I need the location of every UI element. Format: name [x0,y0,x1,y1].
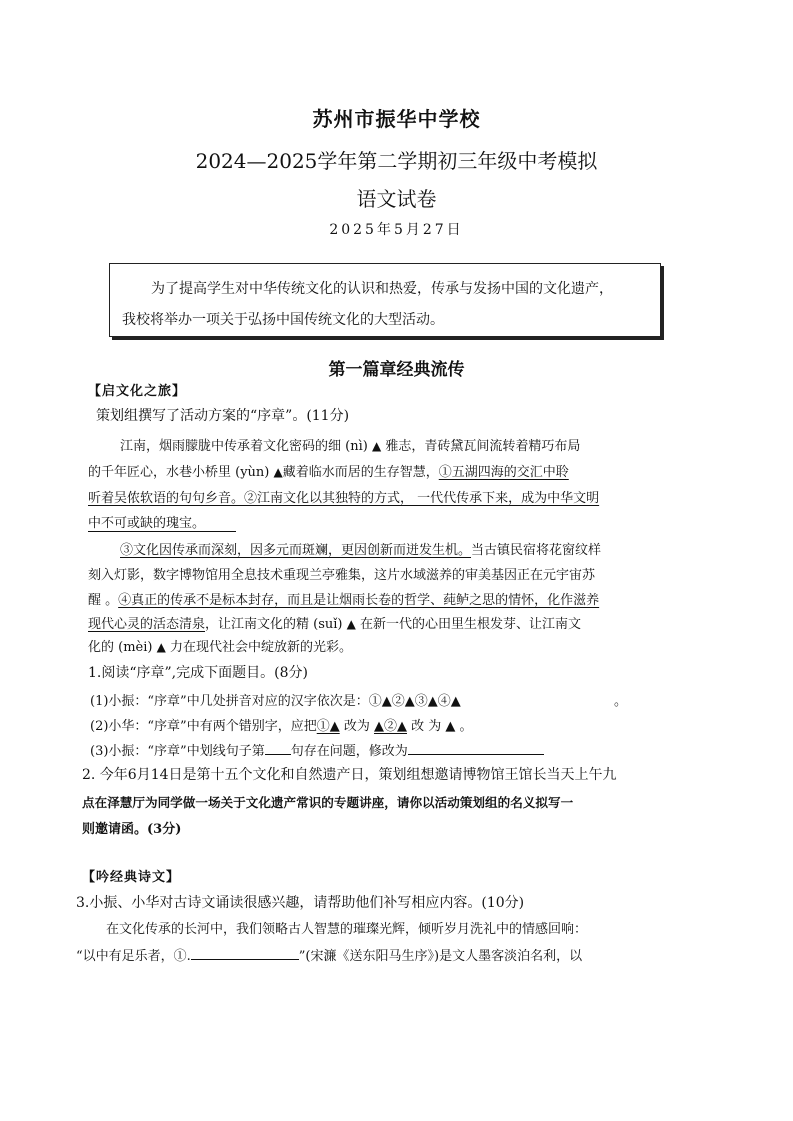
chapter-title: 第一篇章经典流传 [328,360,465,380]
answer-triangle: ▲ [346,617,356,631]
intro-box [109,263,661,337]
question-3-stem: 3.小振、小华对古诗文诵读很感兴趣，请帮助他们补写相应内容。(10分) [76,895,525,911]
question-3-paragraph-1: 在文化传承的长河中，我们领略古人智慧的璀璨光辉，倾听岁月洗礼中的情感回响： [106,922,588,937]
intro-line-2: 我校将举办一项关于弘扬中国传统文化的大型活动。 [122,312,444,328]
exam-date: 2025年5月27日 [329,222,464,238]
answer-blank[interactable] [191,945,299,960]
question-2-line-1: 2. 今年6月14日是第十五个文化和自然遗产日，策划组想邀请博物馆王馆长当天上午九 [82,767,617,783]
paper-title: 语文试卷 [356,187,437,211]
underlined-sentence-2: 听着吴侬软语的句句乡音。②江南文化以其独特的方式， 一代代传承下来，成为中华文明 [88,491,600,506]
dot-mark: 。 [614,694,628,709]
question-1-sub-2: (2)小华：“序章”中有两个错别字，应把①▲ 改为 ▲②▲ 改 为 ▲ 。 [90,719,473,734]
passage-p1-line-4: 中不可或缺的瑰宝。 [88,512,236,532]
answer-blank[interactable] [408,740,544,755]
passage-p2-line-2: 刻入灯影，数字博物馆用全息技术重现兰亭雅集，这片水域滋养的审美基因正在元宇宙苏 [88,568,596,583]
answer-blank[interactable] [265,740,291,755]
intro-line-1: 为了提高学生对中华传统文化的认识和热爱，传承与发扬中国的文化遗产， [151,281,613,297]
section-heading-culture: 【启文化之旅】 [88,384,187,399]
school-name: 苏州市振华中学校 [312,107,481,131]
answer-triangle: ▲ [156,640,166,654]
section-instruction: 策划组撰写了活动方案的“序章”。(11分) [96,408,350,424]
question-3-paragraph-2: “以中有足乐者，①. ”(宋濂《送东阳马生序》)是文人墨客淡泊名利，以 [76,945,582,964]
underlined-sentence-4: ④真正的传承不是标本封存，而且是让烟雨长卷的哲学、莼鲈之思的情怀，化作滋养 [118,593,600,608]
exam-subtitle: 2024—2025学年第二学期初三年级中考模拟 [195,149,598,173]
passage-p2-line-5: 化的 (mèi) ▲ 力在现代社会中绽放新的光彩。 [88,640,352,655]
question-1-sub-3: (3)小振：“序章”中划线句子第 句存在问题，修改为 [90,740,544,759]
question-1-sub-1: (1)小振：“序章”中几处拼音对应的汉字依次是：①▲②▲③▲④▲ [90,694,461,709]
passage-p2-line-4: 现代心灵的活态清泉，让江南文化的精 (suǐ) ▲ 在新一代的心田里生根发芽、让江南文 [88,617,582,632]
passage-p2-line-1: ③文化因传承而深刻，因多元而斑斓，更因创新而迸发生机。当古镇民宿将花窗纹样 [120,543,602,558]
passage-p1-line-1: 江南，烟雨朦胧中传承着文化密码的细 (nì) ▲ 雅志，青砖黛瓦间流转着精巧布局 [120,439,581,454]
passage-p1-line-2: 的千年匠心，水巷小桥里 (yùn) ▲藏着临水而居的生存智慧，①五湖四海的交汇中聆 [88,465,569,480]
question-2-line-3: 则邀请函。(3分) [82,822,182,837]
underlined-sentence-1: ①五湖四海的交汇中聆 [438,465,569,480]
answer-triangle: ▲ [273,465,283,479]
question-2-line-2: 点在泽慧厅为同学做一场关于文化遗产常识的专题讲座，请你以活动策划组的名义拟写一 [82,795,574,810]
underlined-sentence-3: ③文化因传承而深刻，因多元而斑斓，更因创新而迸发生机。 [120,543,472,558]
answer-triangle: ▲ [371,439,382,453]
section-heading-poetry: 【吟经典诗文】 [82,870,181,885]
passage-p2-line-3: 醒 。④真正的传承不是标本封存，而且是让烟雨长卷的哲学、莼鲈之思的情怀，化作滋养 [88,593,600,608]
question-1-stem: 1.阅读“序章”,完成下面题目。(8分) [88,665,308,681]
